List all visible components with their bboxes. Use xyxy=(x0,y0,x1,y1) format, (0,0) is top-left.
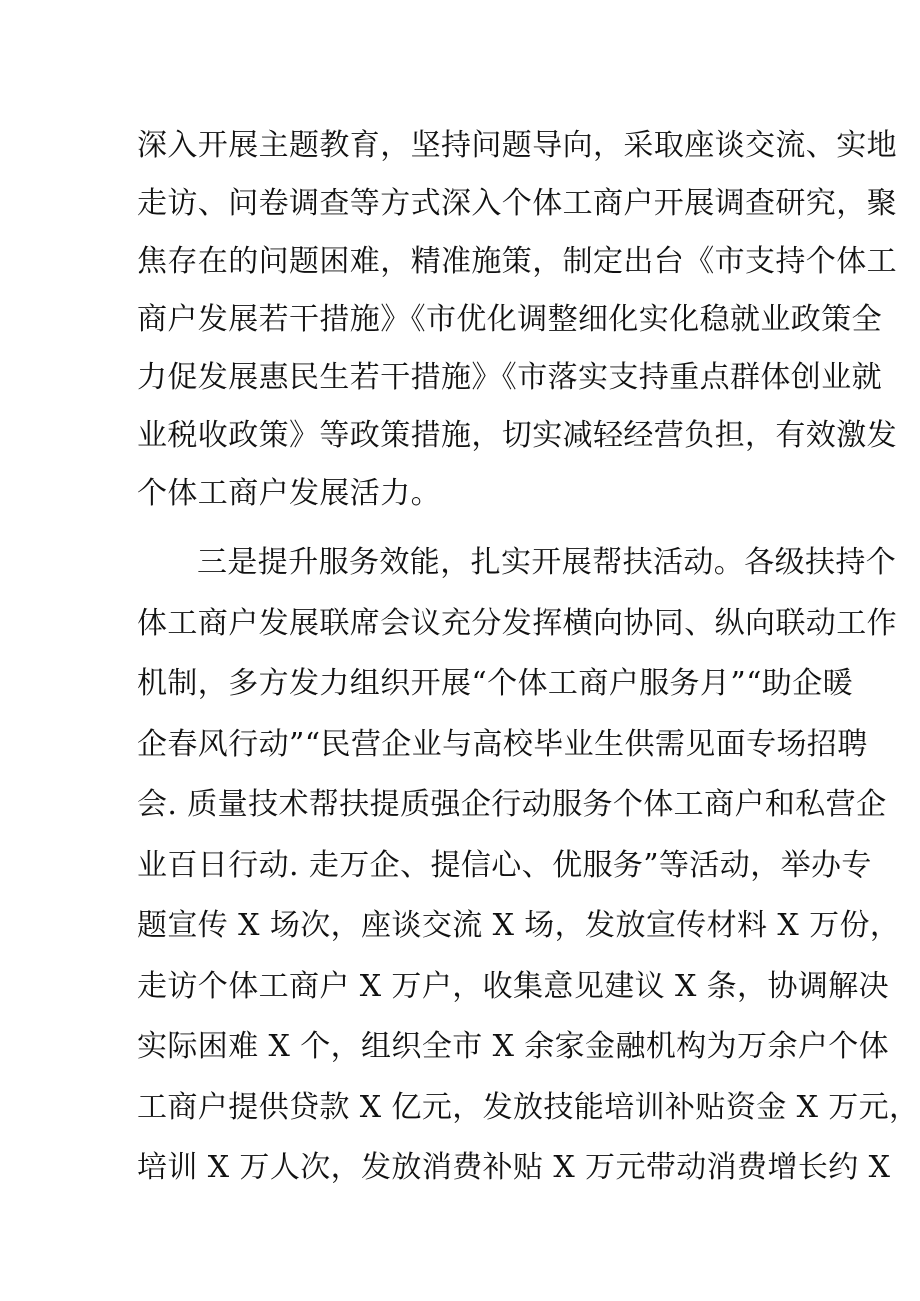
paragraph-2-line-5: 会. 质量技术帮扶提质强企行动服务个体工商户和私营企 xyxy=(137,787,887,822)
paragraph-1-line-2: 走访、问卷调查等方式深入个体工商户开展调查研究，聚 xyxy=(137,186,897,221)
paragraph-1-line-6: 业税收政策》等政策措施，切实减轻经营负担，有效激发 xyxy=(137,418,897,453)
paragraph-2-line-8: 走访个体工商户 X 万户，收集意见建议 X 条，协调解决 xyxy=(137,969,890,1004)
paragraph-1-line-3: 焦存在的问题困难，精准施策，制定出台《市支持个体工 xyxy=(137,244,897,279)
paragraph-2-line-1: 三是提升服务效能，扎实开展帮扶活动。各级扶持个 xyxy=(197,545,897,580)
paragraph-1-line-7: 个体工商户发展活力。 xyxy=(137,476,441,511)
paragraph-2-line-4: 企春风行动”“民营企业与高校毕业生供需见面专场招聘 xyxy=(137,727,868,762)
paragraph-2-line-10: 工商户提供贷款 X 亿元，发放技能培训补贴资金 X 万元， xyxy=(137,1090,920,1125)
paragraph-2-line-2: 体工商户发展联席会议充分发挥横向协同、纵向联动工作 xyxy=(137,606,897,641)
paragraph-2-line-7: 题宣传 X 场次，座谈交流 X 场，发放宣传材料 X 万份， xyxy=(137,908,901,943)
paragraph-1-line-1: 深入开展主题教育，坚持问题导向，采取座谈交流、实地 xyxy=(137,128,897,163)
paragraph-2-line-9: 实际困难 X 个，组织全市 X 余家金融机构为万余户个体 xyxy=(137,1029,890,1064)
paragraph-1-line-4: 商户发展若干措施》《市优化调整细化实化稳就业政策全 xyxy=(137,302,882,337)
paragraph-2-line-6: 业百日行动. 走万企、提信心、优服务”等活动，举办专 xyxy=(137,848,872,883)
paragraph-2-line-11: 培训 X 万人次，发放消费补贴 X 万元带动消费增长约 X xyxy=(137,1150,891,1185)
paragraph-2-line-3: 机制，多方发力组织开展“个体工商户服务月”“助企暖 xyxy=(137,666,854,701)
paragraph-1-line-5: 力促发展惠民生若干措施》《市落实支持重点群体创业就 xyxy=(137,360,882,395)
